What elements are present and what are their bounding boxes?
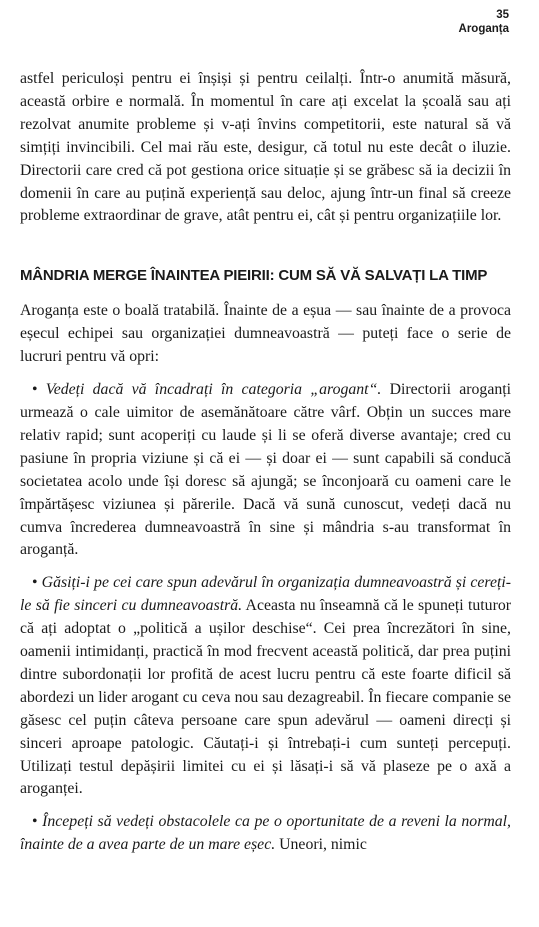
intro-paragraph: astfel periculoși pentru ei înșiși și pentru ceilalți. Într-o anumită măsură, această orbire e normală. În momentul în care ați excelat la școală sau ați rezolvat anumite probleme și v-ați învins competitorii, este natural să vă simțiți invincibili. Cel mai rău este, desigur, că totul nu este decât o iluzie. Directorii care cred că pot gestiona orice situație și se grăbesc să ia decizii în domenii în care au puțină experiență sau deloc, ajung într-un final să creeze probleme extraordinar de grave, atât pentru ei, cât și pentru organizațiile lor.	[20, 70, 511, 225]
body-text	[20, 68, 511, 857]
running-header	[459, 8, 509, 36]
bullet-marker: •	[32, 813, 38, 831]
bullet-body-text: Aceasta nu înseamnă că le spuneți tuturor că ați adoptat o „politică a ușilor deschise“. Cei prea încrezători în sine, oamenii intimidanți, practică în mod frecvent această politică, dar prea puțini dintre subordonații lor profită de acest lucru pentru că este foarte dificil să abordezi un lider arogant cu ceva nou sau dezagreabil. În fiecare companie se găsesc cel puțin câteva persoane care spun adevărul — oameni direcți și sinceri aproape patologic. Căutați-i și întrebați-i cum sunteți percepuți. Utilizați testul depășirii limitei cu ei și lăsați-i să vă plaseze pe o axă a aroganței.	[20, 597, 511, 798]
section-heading: MÂNDRIA MERGE ÎNAINTEA PIEIRII: CUM SĂ VĂ SALVAȚI LA TIMP	[20, 267, 488, 285]
bullet-lead-italic: Începeți să vedeți obstacolele ca pe o oportunitate de a reveni la normal, înainte de a avea parte de un mare eșec.	[20, 813, 511, 854]
bullet-lead-italic: Găsiți-i pe cei care spun adevărul în organizația dumneavoastră și cereți-le să fie sinceri cu dumneavoastră.	[20, 574, 511, 615]
bullet-body-text: Directorii aroganți urmează o cale uimitor de asemănătoare către vârf. Obțin un succes mare relativ rapid; sunt acoperiți cu laude și li se oferă diverse avantaje; cred cu pasiune în propria viziune și că ei — și doar ei — sunt capabili să conducă societatea acolo unde își doresc să ajungă; se înconjoară cu oameni care le împărtășesc viziunea și părerile. Dacă vă sună cunoscut, vedeți dacă nu cumva încrederea dumneavoastră în sine și mândria s-au transformat în aroganță.	[20, 381, 512, 559]
section-intro-paragraph: Aroganța este o boală tratabilă. Înainte de a eșua — sau înainte de a provoca eșecul echipei sau organizației dumneavoastră — puteți face o serie de lucruri pentru vă opri:	[20, 302, 511, 366]
bullet-marker: •	[32, 381, 38, 399]
bullet-item-2	[20, 572, 511, 801]
bullet-item-1	[20, 379, 511, 562]
page-number: 35	[496, 9, 509, 21]
running-title: Aroganța	[458, 23, 509, 35]
bullet-marker: •	[32, 574, 38, 592]
bullet-item-3	[20, 811, 511, 857]
bullet-body-text: Uneori, nimic	[275, 836, 367, 854]
bullet-lead-italic: Vedeți dacă vă încadrați în categoria „arogant“.	[45, 381, 382, 399]
